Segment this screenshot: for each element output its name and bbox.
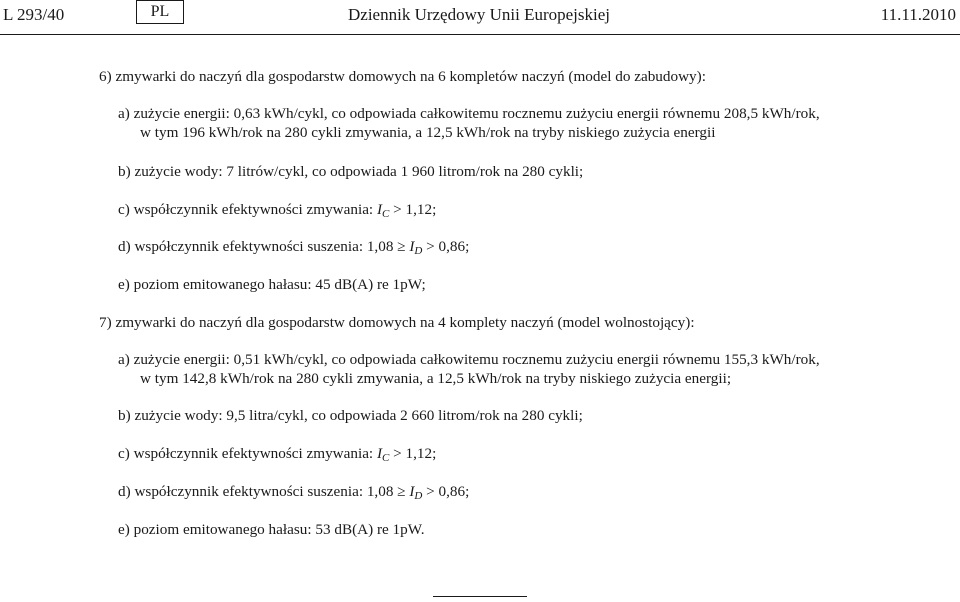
publication-date: 11.11.2010 bbox=[880, 5, 956, 24]
section-7-item-a-line1: a) zużycie energii: 0,51 kWh/cykl, co odpowiada całkowitemu rocznemu zużyciu energii równemu 155,3 kWh/rok, bbox=[118, 351, 820, 368]
section-6-item-c bbox=[118, 201, 436, 223]
section-7-item-c-label: c) współczynnik efektywności zmywania: bbox=[118, 445, 377, 462]
journal-title: Dziennik Urzędowy Unii Europejskiej bbox=[348, 5, 611, 24]
end-of-text-rule bbox=[433, 596, 527, 597]
section-7-item-d-subscript: D bbox=[414, 490, 423, 502]
section-7-item-d bbox=[118, 483, 469, 505]
section-6-item-c-symbol: I bbox=[376, 201, 383, 218]
section-7-item-d-value: > 0,86; bbox=[422, 483, 470, 500]
section-6-item-d-value: > 0,86; bbox=[422, 238, 470, 255]
header-divider bbox=[0, 34, 960, 35]
section-7-heading: 7) zmywarki do naczyń dla gospodarstw domowych na 4 komplety naczyń (model wolnostojący): bbox=[99, 314, 695, 331]
section-7-item-c-subscript: C bbox=[382, 452, 390, 464]
section-6-item-c-subscript: C bbox=[382, 208, 390, 220]
section-6-item-c-label: c) współczynnik efektywności zmywania: bbox=[118, 201, 377, 218]
section-6-item-c-value: > 1,12; bbox=[389, 201, 437, 218]
section-7-item-c-symbol: I bbox=[376, 445, 383, 462]
page-reference: L 293/40 bbox=[3, 5, 65, 24]
section-6-heading: 6) zmywarki do naczyń dla gospodarstw domowych na 6 kompletów naczyń (model do zabudowy): bbox=[99, 68, 706, 85]
section-6-item-e: e) poziom emitowanego hałasu: 45 dB(A) re 1pW; bbox=[118, 276, 426, 293]
section-6-item-a-line1: a) zużycie energii: 0,63 kWh/cykl, co odpowiada całkowitemu rocznemu zużyciu energii równemu 208,5 kWh/rok, bbox=[118, 105, 820, 122]
section-6-item-d bbox=[118, 238, 469, 260]
language-badge: PL bbox=[136, 0, 184, 24]
section-7-item-a-line2: w tym 142,8 kWh/rok na 280 cykli zmywania, a 12,5 kWh/rok na tryby niskiego zużycia energii; bbox=[140, 370, 732, 387]
section-7-item-d-label: d) współczynnik efektywności suszenia: 1,08 ≥ bbox=[118, 483, 410, 500]
section-6-item-d-symbol: I bbox=[409, 238, 415, 255]
section-7-item-c-value: > 1,12; bbox=[389, 445, 437, 462]
section-6-item-d-label: d) współczynnik efektywności suszenia: 1,08 ≥ bbox=[118, 238, 410, 255]
section-7-item-d-symbol: I bbox=[409, 483, 415, 500]
section-6-item-b: b) zużycie wody: 7 litrów/cykl, co odpowiada 1 960 litrom/rok na 280 cykli; bbox=[118, 163, 584, 180]
section-7-item-b: b) zużycie wody: 9,5 litra/cykl, co odpowiada 2 660 litrom/rok na 280 cykli; bbox=[118, 407, 583, 424]
section-7-item-e: e) poziom emitowanego hałasu: 53 dB(A) re 1pW. bbox=[118, 521, 425, 538]
section-7-item-c bbox=[118, 445, 436, 467]
page-header bbox=[0, 0, 960, 32]
section-6-item-a-line2: w tym 196 kWh/rok na 280 cykli zmywania, a 12,5 kWh/rok na tryby niskiego zużycia energii bbox=[140, 124, 716, 141]
section-6-item-d-subscript: D bbox=[414, 245, 423, 257]
